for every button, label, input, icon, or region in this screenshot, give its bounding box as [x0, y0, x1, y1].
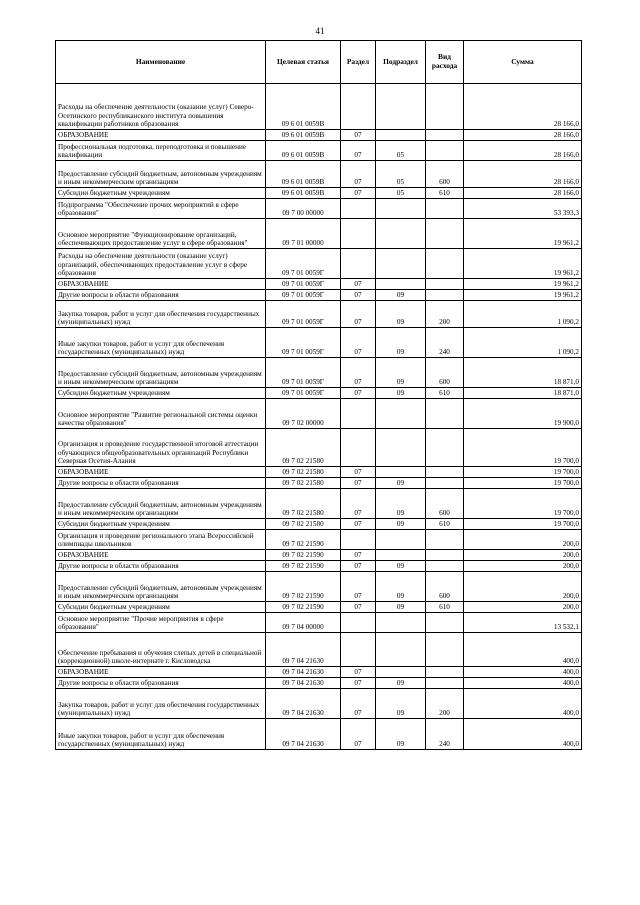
cell-subsection	[376, 199, 426, 219]
cell-type	[426, 399, 464, 429]
cell-target: 09 7 02 21580	[266, 467, 341, 478]
cell-type: 240	[426, 328, 464, 358]
cell-subsection: 09	[376, 719, 426, 750]
table-row	[56, 689, 582, 719]
cell-type: 610	[426, 388, 464, 399]
cell-subsection	[376, 633, 426, 667]
cell-sum: 400,0	[464, 633, 582, 667]
cell-type	[426, 141, 464, 161]
table-row	[56, 249, 582, 279]
cell-target: 09 7 04 21630	[266, 689, 341, 719]
cell-subsection: 09	[376, 328, 426, 358]
cell-type	[426, 130, 464, 141]
cell-sum: 200,0	[464, 561, 582, 572]
cell-name: Расходы на обеспечение деятельности (оказание услуг) Северо-Осетинского республиканского института повышения квалификации работников образования	[56, 84, 266, 130]
table-row	[56, 279, 582, 290]
header-sum: Сумма	[464, 41, 582, 84]
cell-section	[341, 633, 376, 667]
cell-target: 09 7 02 21580	[266, 478, 341, 489]
cell-sum: 19 961,2	[464, 219, 582, 249]
cell-subsection: 09	[376, 561, 426, 572]
cell-type	[426, 633, 464, 667]
cell-subsection: 09	[376, 602, 426, 613]
table-row	[56, 388, 582, 399]
cell-target: 09 7 01 00000	[266, 219, 341, 249]
cell-section: 07	[341, 130, 376, 141]
cell-sum: 28 166,0	[464, 130, 582, 141]
cell-target: 09 6 01 0059В	[266, 84, 341, 130]
cell-type	[426, 429, 464, 467]
cell-name: Субсидии бюджетным учреждениям	[56, 602, 266, 613]
cell-subsection	[376, 219, 426, 249]
table-row	[56, 199, 582, 219]
cell-section: 07	[341, 572, 376, 602]
cell-name: Организация и проведение регионального этапа Всероссийской олимпиады школьников	[56, 530, 266, 550]
cell-sum: 19 961,2	[464, 249, 582, 279]
cell-type: 600	[426, 161, 464, 188]
cell-sum: 28 166,0	[464, 188, 582, 199]
cell-section	[341, 219, 376, 249]
cell-sum: 1 090,2	[464, 328, 582, 358]
cell-sum: 200,0	[464, 550, 582, 561]
table-row	[56, 489, 582, 519]
cell-section	[341, 613, 376, 633]
cell-target: 09 6 01 0059В	[266, 130, 341, 141]
cell-target: 09 7 04 21630	[266, 678, 341, 689]
cell-name: Предоставление субсидий бюджетным, автономным учреждениям и иным некоммерческим организациям	[56, 161, 266, 188]
cell-sum: 28 166,0	[464, 141, 582, 161]
cell-type	[426, 199, 464, 219]
cell-section: 07	[341, 141, 376, 161]
cell-section: 07	[341, 602, 376, 613]
cell-target: 09 7 01 0059Г	[266, 328, 341, 358]
cell-subsection: 09	[376, 678, 426, 689]
cell-name: ОБРАЗОВАНИЕ	[56, 130, 266, 141]
page-number: 41	[315, 26, 325, 36]
cell-section: 07	[341, 678, 376, 689]
cell-subsection: 09	[376, 388, 426, 399]
cell-sum: 19 700,0	[464, 429, 582, 467]
cell-sum: 19 900,0	[464, 399, 582, 429]
cell-sum: 53 393,3	[464, 199, 582, 219]
table-row	[56, 188, 582, 199]
cell-name: Предоставление субсидий бюджетным, автономным учреждениям и иным некоммерческим организациям	[56, 572, 266, 602]
cell-section	[341, 84, 376, 130]
cell-sum: 200,0	[464, 602, 582, 613]
cell-target: 09 7 02 21590	[266, 561, 341, 572]
cell-sum: 200,0	[464, 572, 582, 602]
cell-subsection: 09	[376, 301, 426, 328]
cell-name: Предоставление субсидий бюджетным, автономным учреждениям и иным некоммерческим организациям	[56, 489, 266, 519]
cell-subsection	[376, 613, 426, 633]
cell-sum: 1 090,2	[464, 301, 582, 328]
cell-target: 09 7 01 0059Г	[266, 290, 341, 301]
cell-type: 240	[426, 719, 464, 750]
cell-type	[426, 561, 464, 572]
cell-sum: 19 961,2	[464, 290, 582, 301]
cell-sum: 400,0	[464, 689, 582, 719]
cell-name: Основное мероприятие "Прочие мероприятия в сфере образования"	[56, 613, 266, 633]
cell-target: 09 7 02 21580	[266, 519, 341, 530]
cell-target: 09 7 04 21630	[266, 667, 341, 678]
cell-name: Другие вопросы в области образования	[56, 290, 266, 301]
header-target: Целевая статья	[266, 41, 341, 84]
cell-section	[341, 199, 376, 219]
cell-name: Закупка товаров, работ и услуг для обеспечения государственных (муниципальных) нужд	[56, 301, 266, 328]
cell-section: 07	[341, 161, 376, 188]
table-row	[56, 572, 582, 602]
table-row	[56, 358, 582, 388]
cell-section: 07	[341, 561, 376, 572]
cell-section: 07	[341, 388, 376, 399]
table-row	[56, 478, 582, 489]
cell-name: Обеспечение пребывания и обучения слепых детей в специальной (коррекционной) школе-интернате г. Кисловодска	[56, 633, 266, 667]
cell-sum: 19 700,0	[464, 478, 582, 489]
cell-subsection: 09	[376, 572, 426, 602]
cell-type	[426, 550, 464, 561]
cell-subsection	[376, 130, 426, 141]
cell-name: Закупка товаров, работ и услуг для обеспечения государственных (муниципальных) нужд	[56, 689, 266, 719]
cell-subsection	[376, 84, 426, 130]
cell-subsection	[376, 249, 426, 279]
cell-sum: 19 700,0	[464, 519, 582, 530]
cell-subsection: 05	[376, 141, 426, 161]
cell-name: Другие вопросы в области образования	[56, 478, 266, 489]
cell-type	[426, 530, 464, 550]
cell-target: 09 7 01 0059Г	[266, 358, 341, 388]
cell-name: Основное мероприятие "Функционирование организаций, обеспечивающих предоставление услуг в сфере образования"	[56, 219, 266, 249]
cell-sum: 200,0	[464, 530, 582, 550]
table-row	[56, 141, 582, 161]
cell-target: 09 7 02 21590	[266, 550, 341, 561]
cell-sum: 400,0	[464, 719, 582, 750]
table-row	[56, 550, 582, 561]
cell-subsection: 09	[376, 489, 426, 519]
table-row	[56, 519, 582, 530]
cell-section	[341, 249, 376, 279]
table-row	[56, 667, 582, 678]
cell-section: 07	[341, 550, 376, 561]
cell-name: ОБРАЗОВАНИЕ	[56, 467, 266, 478]
cell-section: 07	[341, 290, 376, 301]
cell-subsection	[376, 279, 426, 290]
cell-section: 07	[341, 489, 376, 519]
header-section: Раздел	[341, 41, 376, 84]
cell-sum: 19 700,0	[464, 467, 582, 478]
cell-name: ОБРАЗОВАНИЕ	[56, 279, 266, 290]
cell-sum: 18 871,0	[464, 358, 582, 388]
table-row	[56, 429, 582, 467]
cell-type	[426, 467, 464, 478]
cell-target: 09 7 01 0059Г	[266, 301, 341, 328]
table-row	[56, 602, 582, 613]
cell-target: 09 7 00 00000	[266, 199, 341, 219]
cell-sum: 400,0	[464, 667, 582, 678]
table-row	[56, 301, 582, 328]
cell-section	[341, 429, 376, 467]
cell-section: 07	[341, 519, 376, 530]
cell-name: ОБРАЗОВАНИЕ	[56, 550, 266, 561]
cell-target: 09 7 01 0059Г	[266, 249, 341, 279]
cell-type	[426, 249, 464, 279]
cell-type	[426, 667, 464, 678]
cell-section: 07	[341, 358, 376, 388]
cell-target: 09 7 02 21580	[266, 489, 341, 519]
cell-type	[426, 613, 464, 633]
cell-sum: 28 166,0	[464, 161, 582, 188]
table-row	[56, 328, 582, 358]
cell-target: 09 6 01 0059В	[266, 188, 341, 199]
cell-section: 07	[341, 328, 376, 358]
table-row	[56, 467, 582, 478]
cell-subsection	[376, 467, 426, 478]
table-header-row	[56, 41, 582, 84]
cell-type	[426, 279, 464, 290]
table-row	[56, 633, 582, 667]
cell-section: 07	[341, 689, 376, 719]
cell-name: Организация и проведение государственной итоговой аттестации обучающихся общеобразовательных организаций Республики Северная Осетия-Алания	[56, 429, 266, 467]
cell-target: 09 7 04 21630	[266, 719, 341, 750]
cell-type: 610	[426, 602, 464, 613]
cell-subsection	[376, 429, 426, 467]
table-row	[56, 130, 582, 141]
cell-subsection: 05	[376, 161, 426, 188]
cell-name: ОБРАЗОВАНИЕ	[56, 667, 266, 678]
cell-name: Профессиональная подготовка, переподготовка и повышение квалификации	[56, 141, 266, 161]
cell-name: Субсидии бюджетным учреждениям	[56, 519, 266, 530]
cell-sum: 18 871,0	[464, 388, 582, 399]
table-row	[56, 530, 582, 550]
cell-subsection: 09	[376, 290, 426, 301]
table-row	[56, 561, 582, 572]
cell-section: 07	[341, 467, 376, 478]
cell-name: Субсидии бюджетным учреждениям	[56, 188, 266, 199]
header-subsection: Подраздел	[376, 41, 426, 84]
cell-target: 09 7 02 21580	[266, 429, 341, 467]
table-row	[56, 399, 582, 429]
cell-section	[341, 399, 376, 429]
cell-name: Другие вопросы в области образования	[56, 561, 266, 572]
cell-type: 610	[426, 519, 464, 530]
cell-name: Иные закупки товаров, работ и услуг для обеспечения государственных (муниципальных) нужд	[56, 719, 266, 750]
cell-name: Иные закупки товаров, работ и услуг для обеспечения государственных (муниципальных) нужд	[56, 328, 266, 358]
cell-subsection: 09	[376, 358, 426, 388]
cell-type: 610	[426, 188, 464, 199]
cell-section: 07	[341, 301, 376, 328]
cell-subsection: 09	[376, 478, 426, 489]
cell-section: 07	[341, 719, 376, 750]
cell-subsection: 09	[376, 519, 426, 530]
cell-name: Подпрограмма "Обеспечение прочих мероприятий в сфере образования"	[56, 199, 266, 219]
cell-subsection	[376, 399, 426, 429]
table-row	[56, 613, 582, 633]
cell-section: 07	[341, 279, 376, 290]
cell-type: 600	[426, 572, 464, 602]
cell-target: 09 7 01 0059Г	[266, 279, 341, 290]
cell-target: 09 7 02 21590	[266, 530, 341, 550]
cell-target: 09 7 02 00000	[266, 399, 341, 429]
cell-sum: 13 532,1	[464, 613, 582, 633]
cell-target: 09 7 02 21590	[266, 602, 341, 613]
cell-name: Субсидии бюджетным учреждениям	[56, 388, 266, 399]
cell-sum: 28 166,0	[464, 84, 582, 130]
cell-type: 600	[426, 358, 464, 388]
cell-name: Предоставление субсидий бюджетным, автономным учреждениям и иным некоммерческим организациям	[56, 358, 266, 388]
cell-subsection	[376, 667, 426, 678]
table-row	[56, 219, 582, 249]
table-row	[56, 161, 582, 188]
cell-subsection: 05	[376, 188, 426, 199]
cell-name: Расходы на обеспечение деятельности (оказание услуг) организаций, обеспечивающих предоставление услуг в сфере образования	[56, 249, 266, 279]
cell-target: 09 7 04 00000	[266, 613, 341, 633]
cell-name: Другие вопросы в области образования	[56, 678, 266, 689]
cell-section: 07	[341, 478, 376, 489]
cell-type	[426, 478, 464, 489]
table-row	[56, 678, 582, 689]
cell-type: 200	[426, 301, 464, 328]
table-row	[56, 84, 582, 130]
cell-target: 09 6 01 0059В	[266, 141, 341, 161]
cell-type	[426, 84, 464, 130]
cell-subsection	[376, 530, 426, 550]
cell-type: 600	[426, 489, 464, 519]
cell-sum: 19 961,2	[464, 279, 582, 290]
cell-type	[426, 678, 464, 689]
cell-subsection	[376, 550, 426, 561]
cell-section: 07	[341, 667, 376, 678]
cell-sum: 400,0	[464, 678, 582, 689]
header-type: Вид расхода	[426, 41, 464, 84]
cell-section	[341, 530, 376, 550]
cell-target: 09 7 02 21590	[266, 572, 341, 602]
cell-target: 09 7 04 21630	[266, 633, 341, 667]
cell-target: 09 6 01 0059В	[266, 161, 341, 188]
cell-type	[426, 290, 464, 301]
cell-target: 09 7 01 0059Г	[266, 388, 341, 399]
cell-type	[426, 219, 464, 249]
header-name: Наименование	[56, 41, 266, 84]
cell-section: 07	[341, 188, 376, 199]
cell-sum: 19 700,0	[464, 489, 582, 519]
table-row	[56, 719, 582, 750]
budget-table	[55, 40, 582, 750]
table-row	[56, 290, 582, 301]
cell-type: 200	[426, 689, 464, 719]
cell-subsection: 09	[376, 689, 426, 719]
cell-name: Основное мероприятие "Развитие региональной системы оценки качества образования"	[56, 399, 266, 429]
